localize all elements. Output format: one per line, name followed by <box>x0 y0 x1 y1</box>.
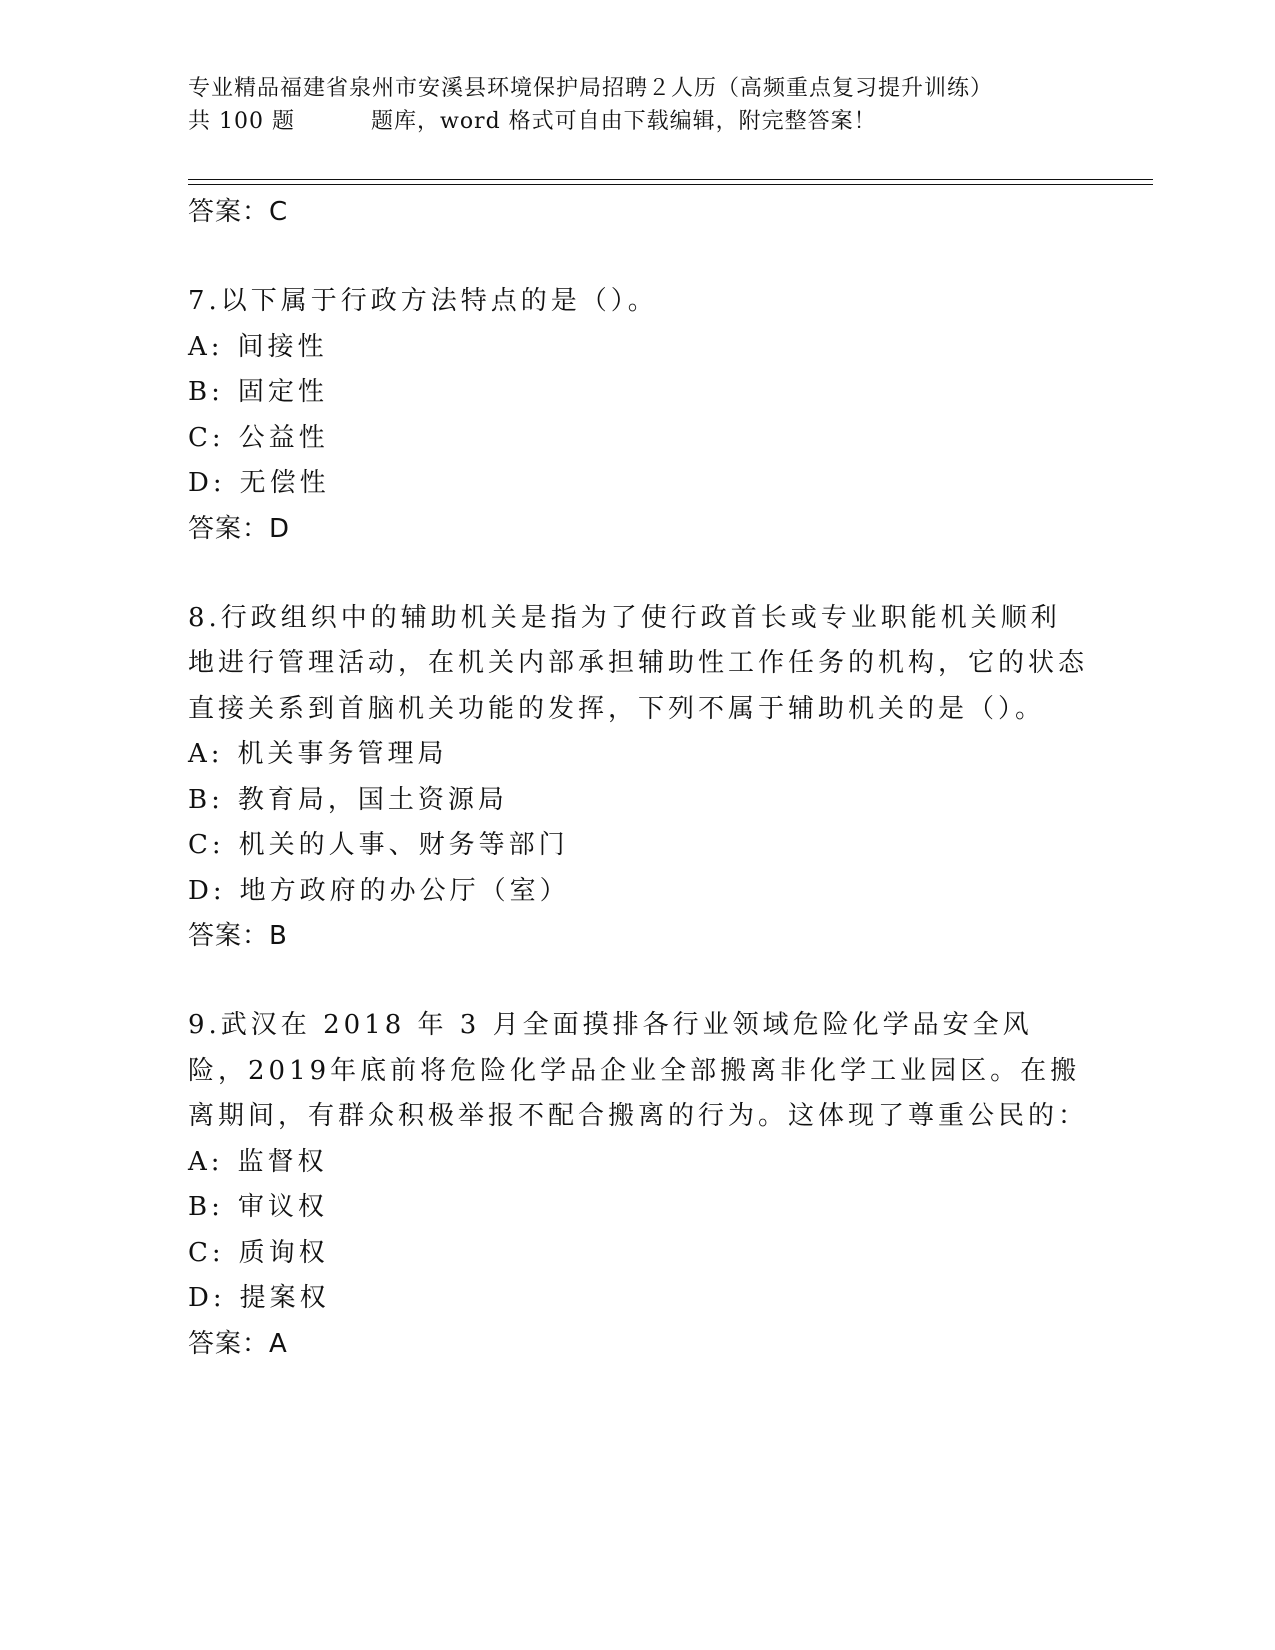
question-stem: 8.行政组织中的辅助机关是指为了使行政首长或专业职能机关顺利地进行管理活动，在机关内部承担辅助性工作任务的机构，它的状态直接关系到首脑机关功能的发挥，下列不属于辅助机关的是（）。 <box>188 602 1089 724</box>
option-d: D: 提案权 <box>188 1283 330 1313</box>
question-stem: 7.以下属于行政方法特点的是（）。 <box>188 286 658 316</box>
option-a: A: 监督权 <box>188 1146 328 1177</box>
option-a: A: 间接性 <box>188 331 328 362</box>
previous-answer: 答案：C <box>188 197 289 227</box>
option-d: D: 无偿性 <box>188 468 330 498</box>
option-d: D: 地方政府的办公厅（室） <box>188 875 570 906</box>
question-answer: 答案：A <box>188 1328 288 1359</box>
question-8 <box>188 596 1088 960</box>
option-c: C: 质询权 <box>188 1237 329 1268</box>
download-note: 题库，word 格式可自由下载编辑，附完整答案！ <box>370 109 877 134</box>
question-answer: 答案：B <box>188 921 288 951</box>
option-a: A: 机关事务管理局 <box>188 739 448 769</box>
option-b: B: 教育局，国土资源局 <box>188 784 508 815</box>
header-rule-bottom <box>188 184 1153 185</box>
option-b: B: 审议权 <box>188 1192 328 1222</box>
question-9 <box>188 1003 1088 1367</box>
document-header <box>188 72 1088 138</box>
question-count: 共 100 题 <box>188 109 295 134</box>
question-7 <box>188 279 1088 552</box>
question-list <box>188 190 1088 1367</box>
header-subtitle <box>188 105 1088 138</box>
question-answer: 答案：D <box>188 513 291 544</box>
option-c: C: 公益性 <box>188 422 329 453</box>
header-title: 专业精品福建省泉州市安溪县环境保护局招聘２人历（高频重点复习提升训练） <box>188 76 994 101</box>
option-b: B: 固定性 <box>188 377 328 407</box>
question-stem: 9.武汉在 2018 年 3 月全面摸排各行业领域危险化学品安全风险，2019年底前将危险化学品企业全部搬离非化学工业园区。在搬离期间，有群众积极举报不配合搬离的行为。这体现了尊重公民的： <box>188 1010 1089 1131</box>
header-rule-top <box>188 179 1153 180</box>
option-c: C: 机关的人事、财务等部门 <box>188 830 569 860</box>
